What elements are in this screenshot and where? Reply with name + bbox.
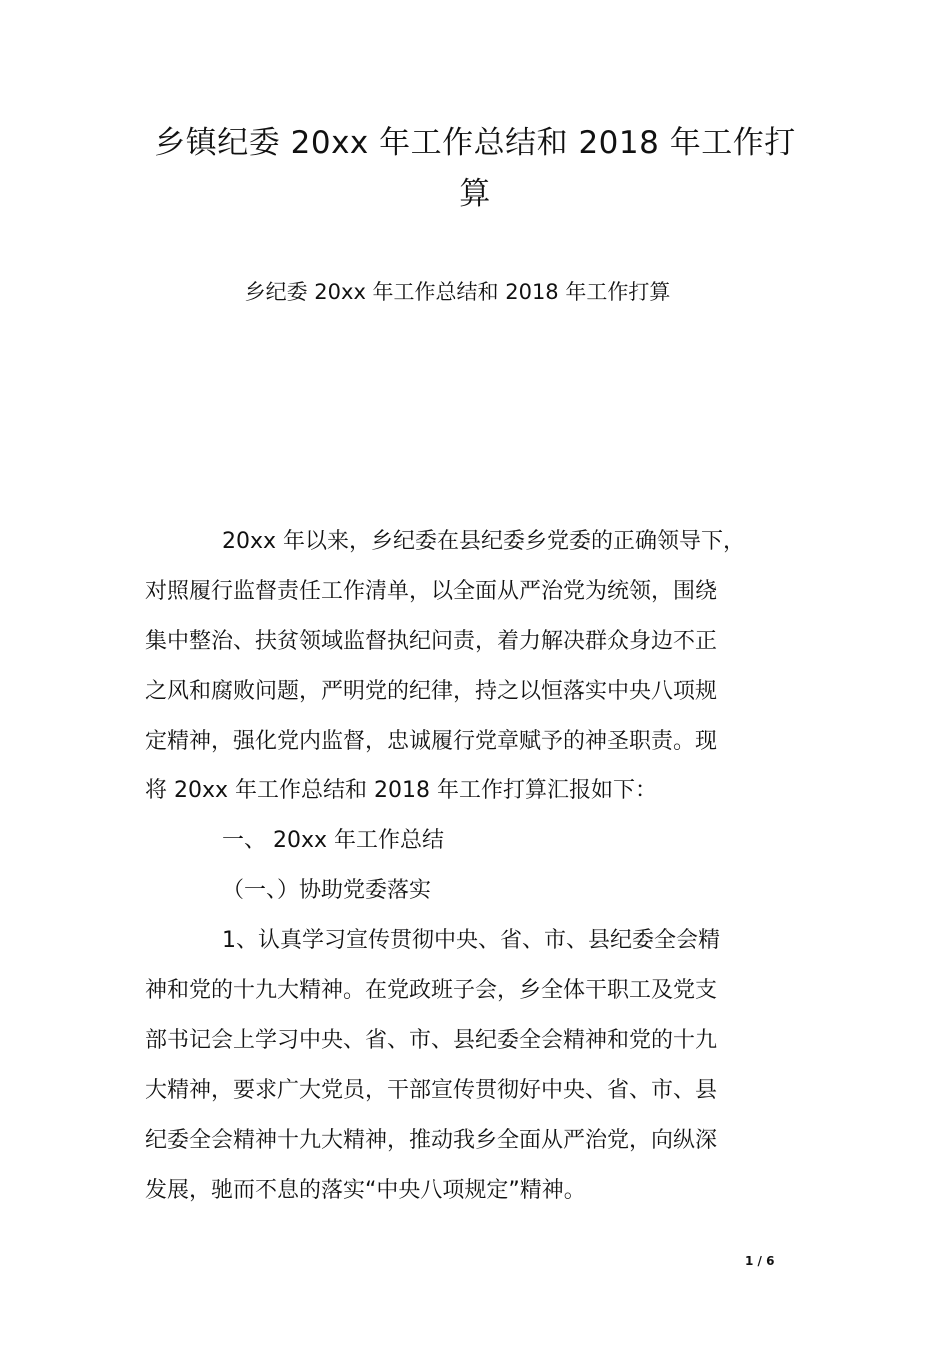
body-line: 之风和腐败问题，严明党的纪律，持之以恒落实中央八项规 [145,679,718,704]
body-line: 集中整治、扶贫领域监督执纪问责，着力解决群众身边不正 [145,629,718,654]
body-line: 将 20xx 年工作总结和 2018 年工作打算汇报如下： [145,778,657,803]
section-heading: 一、 20xx 年工作总结 [222,828,445,853]
body-line: 20xx 年以来，乡纪委在县纪委乡党委的正确领导下， [222,529,746,554]
body-line: 对照履行监督责任工作清单，以全面从严治党为统领，围绕 [145,579,718,604]
document-title [120,118,830,220]
body-line: 1、认真学习宣传贯彻中央、省、市、县纪委全会精 [222,928,720,953]
body-line: 神和党的十九大精神。在党政班子会，乡全体干职工及党支 [145,978,718,1003]
body-line: 部书记会上学习中央、省、市、县纪委全会精神和党的十九 [145,1028,718,1053]
subsection-heading: （一、）协助党委落实 [222,878,432,903]
body-line: 发展，驰而不息的落实“中央八项规定”精神。 [145,1178,586,1203]
title-line-2: 算 [459,176,491,212]
title-line-1: 乡镇纪委 20xx 年工作总结和 2018 年工作打 [154,125,796,161]
page-number: 1 / 6 [745,1254,775,1268]
body-line: 大精神，要求广大党员，干部宣传贯彻好中央、省、市、县 [145,1078,718,1103]
body-line: 定精神，强化党内监督，忠诚履行党章赋予的神圣职责。现 [145,729,718,754]
document-subtitle: 乡纪委 20xx 年工作总结和 2018 年工作打算 [244,280,671,304]
body-line: 纪委全会精神十九大精神，推动我乡全面从严治党，向纵深 [145,1128,718,1153]
